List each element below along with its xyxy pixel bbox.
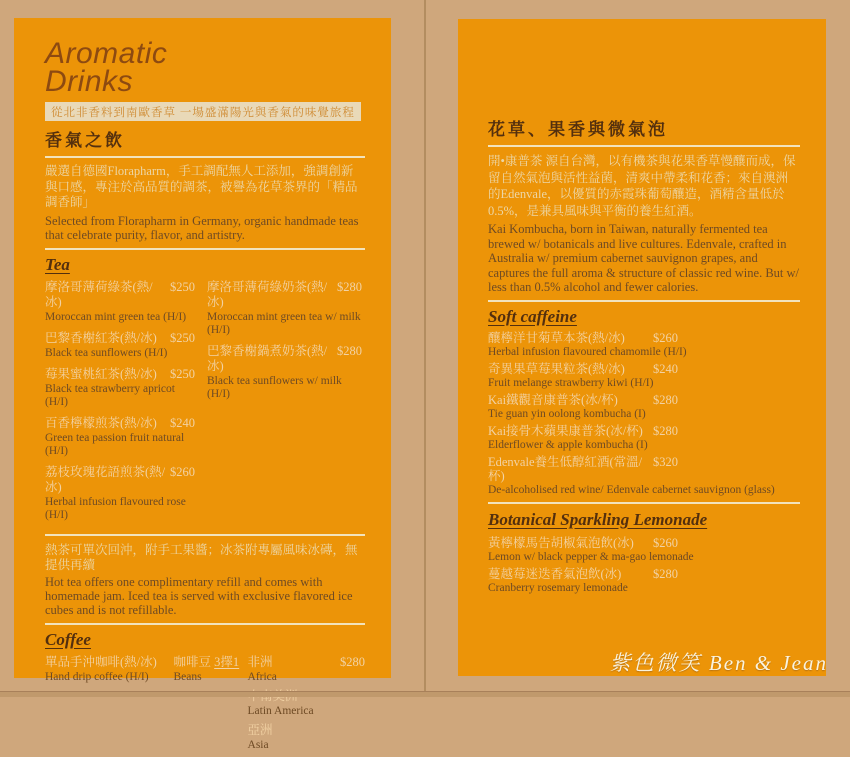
item-name-en: Moroccan mint green tea (H/I) (45, 310, 187, 323)
menu-item (488, 567, 800, 595)
divider (45, 623, 365, 625)
item-price: $280 (653, 423, 678, 438)
coffee-item (45, 655, 174, 757)
intro-text-zh: 嚴選自德國Florapharm，手工調配無人工添加，強調創新與口感，專注於高品質的調茶，被譽為花草茶界的「精品調香師」 (45, 164, 358, 209)
divider (45, 534, 365, 536)
item-name-zh: 百香檸檬煎茶(熱/冰) (45, 415, 157, 430)
watermark: 紫色微笑 Ben & Jean (609, 651, 828, 675)
item-name-en: De-alcoholised red wine/ Edenvale cabernet sauvignon (glass) (488, 483, 775, 496)
divider (488, 502, 800, 504)
item-name-zh: 摩洛哥薄荷綠茶(熱/冰) (45, 279, 153, 309)
tea-column-1 (45, 280, 195, 529)
title-line-2: Drinks (45, 65, 134, 98)
intro-text-zh: 開•康普茶 源自台灣，以有機茶與花果香草慢釀而成，保留自然氣泡與活性益菌，清爽中帶柔和花香；來自澳洲的Edenvale，以優質的赤霞珠葡萄釀造，酒精含量低於0.5%，是兼具風味與平衡的養生紅酒。 (488, 154, 796, 218)
menu-item (45, 280, 195, 324)
tea-note-zh: 熱茶可單次回沖，附手工果醬；冰茶附專屬風味冰磚，無提供再續 (45, 542, 358, 572)
item-name-en: Fruit melange strawberry kiwi (H/I) (488, 376, 654, 389)
beans-label-en: Beans (173, 670, 202, 683)
menu-item (488, 362, 800, 390)
soft-caffeine-items (488, 331, 800, 497)
item-name-en: Herbal infusion flavoured chamomile (H/I) (488, 345, 687, 358)
item-price: $280 (653, 392, 678, 407)
menu-item (207, 280, 362, 337)
section-header-sparkling: 花草、果香與微氣泡 (488, 120, 668, 139)
item-price: $250 (170, 330, 195, 345)
title-line-1: Aromatic (45, 37, 168, 70)
item-name-zh: 單品手沖咖啡(熱/冰) (45, 654, 157, 669)
menu-tagline: 從北非香料到南歐香草 一場盛滿陽光與香氣的味覺旅程 (45, 102, 361, 121)
item-name-en: Black tea sunflowers (H/I) (45, 346, 168, 359)
menu-item (45, 416, 195, 458)
item-name-zh: 巴黎香榭紅茶(熱/冰) (45, 330, 157, 345)
item-price: $280 (337, 279, 362, 294)
item-price: $240 (170, 415, 195, 430)
item-price: $280 (653, 566, 678, 581)
item-name-en: Cranberry rosemary lemonade (488, 581, 628, 594)
left-menu-panel (14, 18, 391, 751)
menu-item (45, 465, 195, 522)
section-header-aromatic-drinks: 香氣之飲 (45, 131, 125, 150)
menu-item (488, 331, 800, 359)
item-name-en: Tie guan yin oolong kombucha (I) (488, 407, 646, 420)
item-price: $280 (337, 343, 362, 358)
item-price: $280 (340, 654, 365, 669)
item-name-en: Green tea passion fruit natural (H/I) (45, 431, 185, 457)
item-name-zh: Kai接骨木蘋果康普茶(冰/杯) (488, 423, 643, 438)
menu-item (488, 424, 800, 452)
item-name-en: Hand drip coffee (H/I) (45, 670, 149, 683)
origin-en: Latin America (247, 704, 314, 717)
origin-en: Africa (247, 670, 277, 683)
item-name-zh: 蔓越莓迷迭香氣泡飲(冰) (488, 566, 622, 581)
menu-item (488, 455, 800, 497)
soft-caffeine-heading: Soft caffeine (488, 306, 577, 326)
divider (488, 145, 800, 147)
beans-choose-label: 3擇1 (214, 654, 240, 669)
item-name-en: Moroccan mint green tea w/ milk (H/I) (207, 310, 361, 336)
intro-text-en: Kai Kombucha, born in Taiwan, naturally fermented tea brewed w/ botanicals and live cultures. Edenvale, crafted in Australia w/ premium cabernet sauvignon grapes, and captures the full aroma & structure of classic red wine. But w/ less than 0.5% alcohol and fewer calories. (488, 222, 800, 294)
lemonade-heading: Botanical Sparkling Lemonade (488, 509, 708, 529)
bean-origin (248, 655, 340, 684)
lemonade-items (488, 536, 800, 595)
menu-item (488, 536, 800, 564)
menu-item (45, 367, 195, 409)
item-name-zh: 奇異果草莓果粒茶(熱/冰) (488, 361, 625, 376)
tea-column-2 (207, 280, 362, 529)
item-name-zh: 荔枝玫瑰花語煎茶(熱/冰) (45, 464, 166, 494)
origin-zh: 亞洲 (247, 722, 273, 737)
item-name-en: Herbal infusion flavoured rose (H/I) (45, 495, 186, 521)
coffee-beans-label (174, 655, 248, 757)
intro-text-en: Selected from Florapharm in Germany, organic handmade teas that celebrate purity, flavor, and artistry. (45, 213, 359, 242)
beans-label-zh: 咖啡豆 (173, 654, 212, 669)
divider (488, 300, 800, 302)
item-price: $250 (170, 366, 195, 381)
item-name-zh: Kai鐵觀音康普茶(冰/杯) (488, 392, 618, 407)
fold-crease (424, 0, 426, 697)
tea-section-heading: Tea (45, 254, 70, 274)
page-title (45, 37, 365, 98)
item-name-zh: 巴黎香榭鍋煮奶茶(熱/冰) (207, 343, 328, 373)
divider (45, 248, 365, 250)
origin-en: Asia (247, 738, 269, 751)
item-name-zh: 黃檸檬馬告胡椒氣泡飲(冰) (488, 535, 634, 550)
menu-item (45, 331, 195, 360)
item-price: $240 (653, 361, 678, 376)
divider (45, 156, 365, 158)
item-name-zh: Edenvale養生低醇紅酒(常溫/杯) (488, 454, 643, 483)
origin-zh: 非洲 (247, 654, 273, 669)
coffee-section-heading: Coffee (45, 629, 91, 649)
item-name-zh: 釀檸洋甘菊草本茶(熱/冰) (488, 330, 625, 345)
item-price: $320 (653, 454, 678, 469)
item-price: $260 (653, 535, 678, 550)
menu-item (207, 344, 362, 401)
right-menu-panel (458, 19, 826, 676)
item-price: $250 (170, 279, 195, 294)
item-name-en: Elderflower & apple kombucha (I) (488, 438, 648, 451)
item-name-en: Lemon w/ black pepper & ma-gao lemonade (488, 550, 694, 563)
item-name-zh: 莓果蜜桃紅茶(熱/冰) (45, 366, 157, 381)
item-name-en: Black tea strawberry apricot (H/I) (45, 382, 175, 408)
photo-edge (0, 691, 850, 697)
item-name-en: Black tea sunflowers w/ milk (H/I) (207, 374, 342, 400)
item-price: $260 (653, 330, 678, 345)
tea-note-en: Hot tea offers one complimentary refill and comes with homemade jam. Iced tea is served with exclusive flavored ice cubes and is not refillable. (45, 574, 353, 617)
item-price: $260 (170, 464, 195, 479)
menu-item (488, 393, 800, 421)
bean-origin (248, 723, 340, 752)
item-name-zh: 摩洛哥薄荷綠奶茶(熱/冰) (207, 279, 328, 309)
coffee-item-row (45, 655, 365, 757)
tea-items (45, 280, 365, 529)
bean-origin-list (248, 655, 340, 757)
